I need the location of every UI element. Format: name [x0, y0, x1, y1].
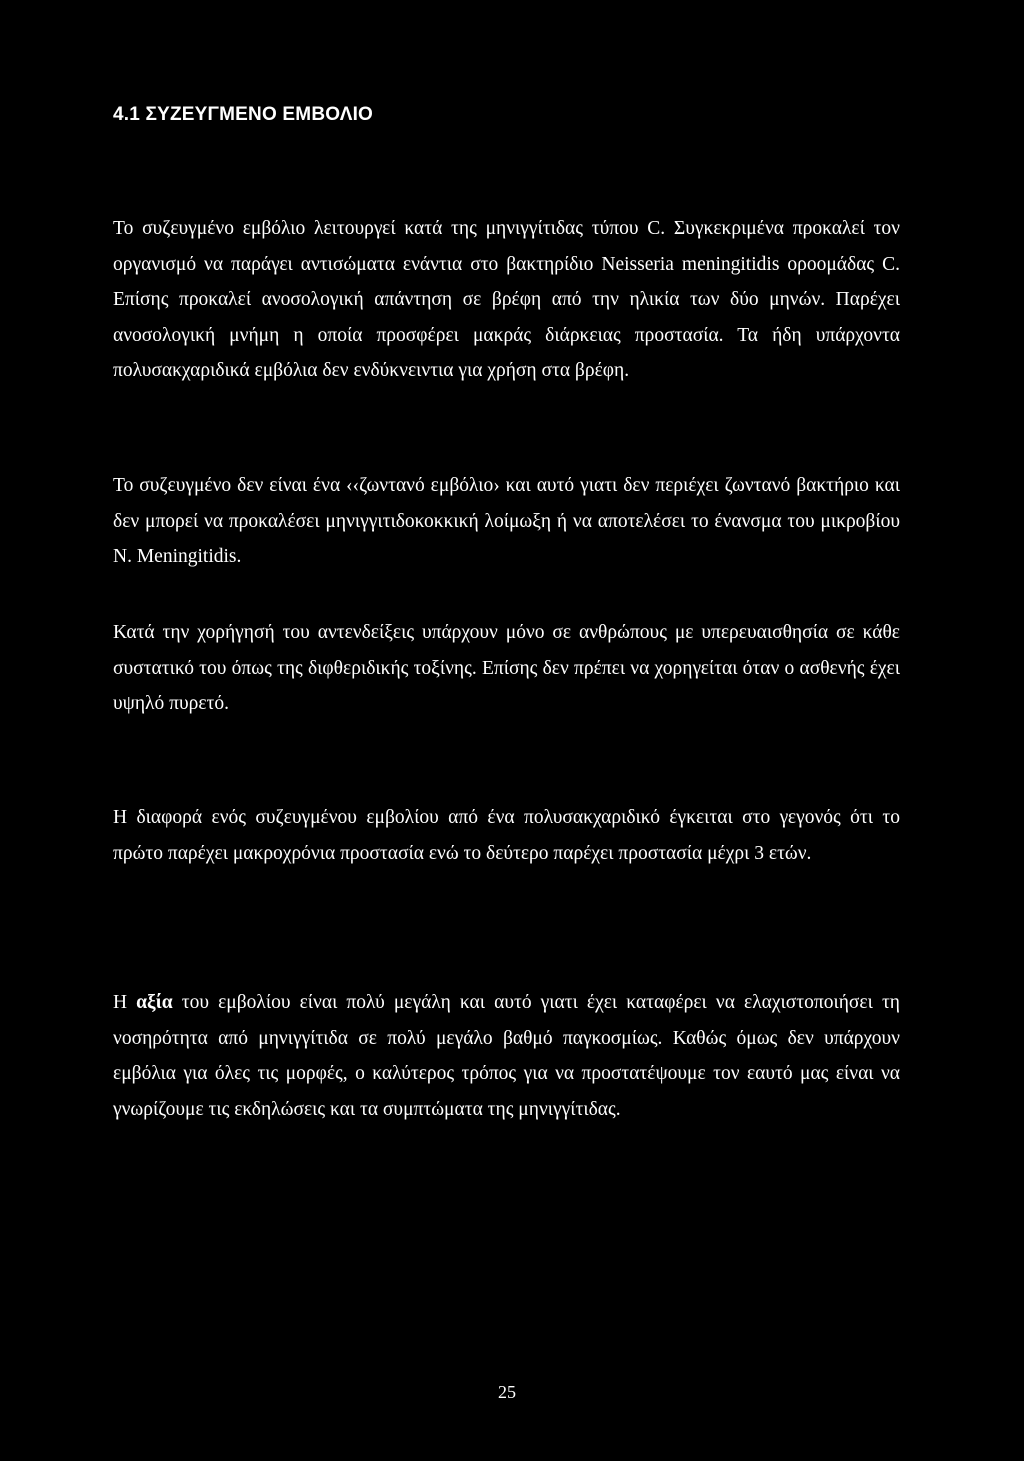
paragraph-value-start: Η [113, 992, 137, 1013]
paragraph-value-rest: του εμβολίου είναι πολύ μεγάλη και αυτό γιατι έχει καταφέρει να ελαχιστοποιήσει τη νοσηρότητα από μηνιγγίτιδα σε πολύ μεγάλο βαθμό παγκοσμίως. Καθώς όμως δεν υπάρχουν εμβόλια για όλες τις μορφές, ο καλύτερος τρόπος για να προστατέψουμε τον εαυτό μας είναι να γνωρίζουμε τις εκδηλώσεις και τα συμπτώματα της μηνιγγίτιδας. [113, 992, 900, 1120]
paragraph-conjugate-vaccine-intro: Το συζευγμένο εμβόλιο λειτουργεί κατά της μηνιγγίτιδας τύπου C. Συγκεκριμένα προκαλεί τον οργανισμό να παράγει αντισώματα ενάντια στο βακτηρίδιο Neisseria meningitidis οροομάδας C. Επίσης προκαλεί ανοσολογική απάντηση σε βρέφη από την ηλικία των δύο μηνών. Παρέχει ανοσολογική μνήμη η οποία προσφέρει μακράς διάρκειας προστασία. Τα ήδη υπάρχοντα πολυσακχαριδικά εμβόλια δεν ενδύκνειντια για χρήση στα βρέφη. [113, 218, 900, 381]
paragraph-not-live-vaccine: Το συζευγμένο δεν είναι ένα ‹‹ζωντανό εμβόλιο› και αυτό γιατι δεν περιέχει ζωντανό βακτήριο και δεν μπορεί να προκαλέσει μηνιγγιτιδοκοκκική λοίμωξη ή να αποτελέσει το ένανσμα του μικροβίου Ν. Meningitidis. [113, 475, 900, 567]
paragraph-value [113, 985, 900, 1127]
page-number-text: 25 [498, 1382, 516, 1402]
paragraph-contraindications: Κατά την χορήγησή του αντενδείξεις υπάρχουν μόνο σε ανθρώπους με υπερευαισθησία σε κάθε συστατικό του όπως της διφθεριδικής τοξίνης. Επίσης δεν πρέπει να χορηγείται όταν ο ασθενής έχει υψηλό πυρετό. [113, 622, 900, 714]
paragraph-difference: Η διαφορά ενός συζευγμένου εμβολίου από ένα πολυσακχαριδικό έγκειται στο γεγονός ότι το πρώτο παρέχει μακροχρόνια προστασία ενώ το δεύτερο παρέχει προστασία μέχρι 3 ετών. [113, 807, 900, 864]
page-number [0, 1082, 1024, 1402]
section-heading: 4.1 ΣΥΖΕΥΓΜΕΝΟ ΕΜΒΟΛΙΟ [113, 104, 374, 125]
paragraph-value-bold-word: αξία [136, 992, 173, 1013]
